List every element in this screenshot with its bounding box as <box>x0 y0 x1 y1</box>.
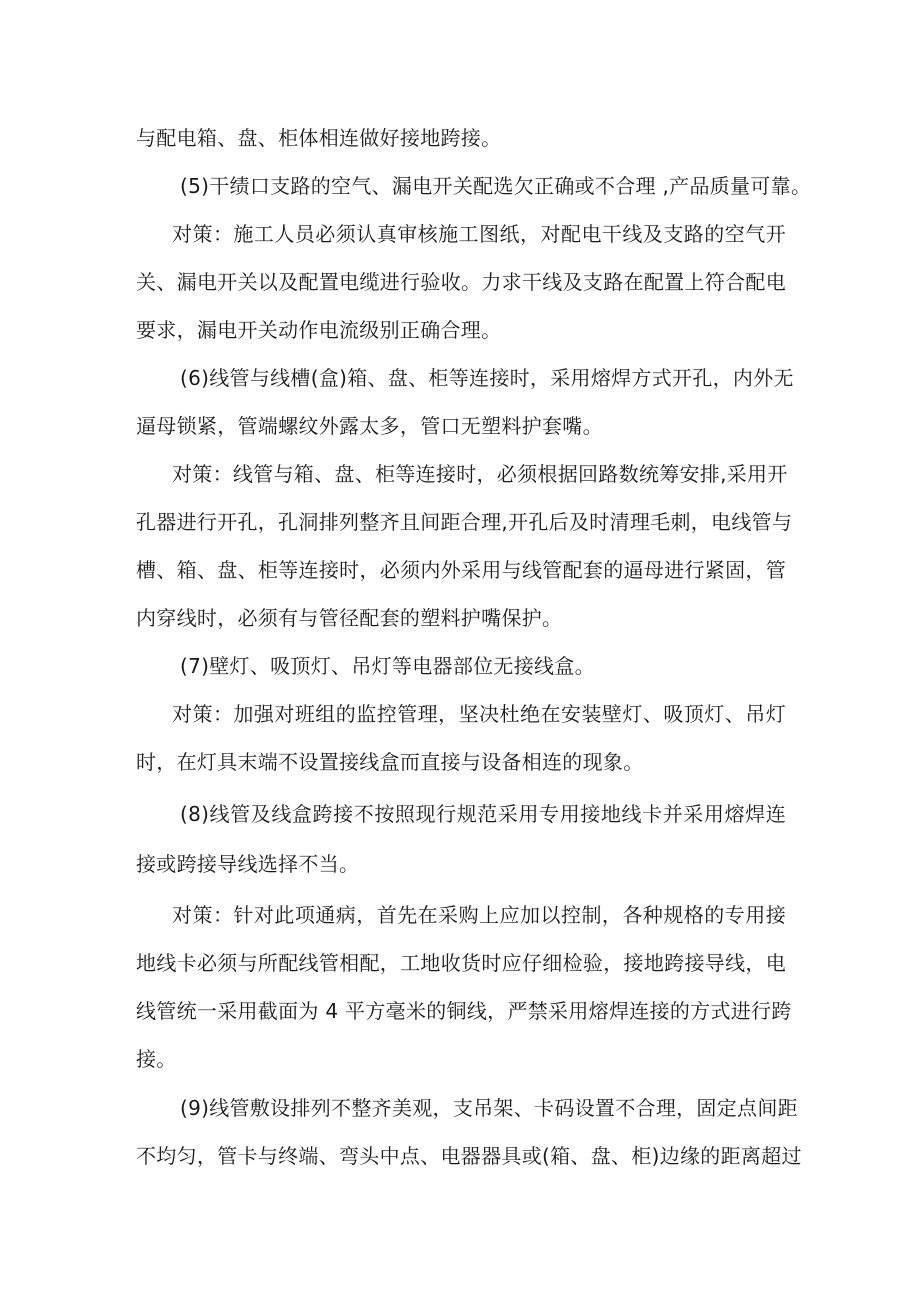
text-line: 孔器进行开孔，孔洞排列整齐且间距合理,开孔后及时清理毛刺，电线管与 <box>136 510 793 534</box>
text-line: 接。 <box>136 1047 177 1071</box>
item-heading: (8)线管及线盒跨接不按照现行规范采用专用接地线卡并采用熔焊连 <box>180 802 786 826</box>
text-line: 时，在灯具末端不设置接线盒而直接与设备相连的现象。 <box>136 750 644 774</box>
text-line: 要求，漏电开关动作电流级别正确合理。 <box>136 318 502 342</box>
countermeasure-line: 对策：针对此项通病，首先在采购上应加以控制，各种规格的专用接 <box>172 903 786 927</box>
text-line: 关、漏电开关以及配置电缆进行验收。力求干线及支路在配置上符合配电 <box>136 270 786 294</box>
text-line: 接或跨接导线选择不当。 <box>136 852 360 876</box>
text-line: 线管统一采用截面为 4 平方毫米的铜线，严禁采用熔焊连接的方式进行跨 <box>136 999 792 1023</box>
text-line: 地线卡必须与所配线管相配，工地收货时应仔细检验，接地跨接导线，电 <box>136 951 786 975</box>
item-heading: (9)线管敷设排列不整齐美观，支吊架、卡码设置不合理，固定点间距 <box>180 1096 798 1120</box>
text-line: 与配电箱、盘、柜体相连做好接地跨接。 <box>136 126 502 150</box>
countermeasure-line: 对策：施工人员必须认真审核施工图纸，对配电干线及支路的空气开 <box>172 222 786 246</box>
text-line: 不均匀，管卡与终端、弯头中点、电器器具或(箱、盘、柜)边缘的距离超过 <box>136 1144 802 1168</box>
countermeasure-line: 对策：加强对班组的监控管理，坚决杜绝在安装壁灯、吸顶灯、吊灯 <box>172 702 786 726</box>
item-heading: (7)壁灯、吸顶灯、吊灯等电器部位无接线盒。 <box>180 654 595 678</box>
item-heading: (5)干绩口支路的空气、漏电开关配选欠正确或不合理 ,产品质量可靠。 <box>180 174 812 198</box>
text-line: 内穿线时，必须有与管径配套的塑料护嘴保护。 <box>136 606 563 630</box>
item-heading: (6)线管与线槽(盒)箱、盘、柜等连接时，采用熔焊方式开孔，内外无 <box>180 366 794 390</box>
countermeasure-line: 对策：线管与箱、盘、柜等连接时，必须根据回路数统筹安排,采用开 <box>172 462 788 486</box>
text-line: 逼母锁紧，管端螺纹外露太多，管口无塑料护套嘴。 <box>136 414 603 438</box>
text-line: 槽、箱、盘、柜等连接时，必须内外采用与线管配套的逼母进行紧固，管 <box>136 558 786 582</box>
